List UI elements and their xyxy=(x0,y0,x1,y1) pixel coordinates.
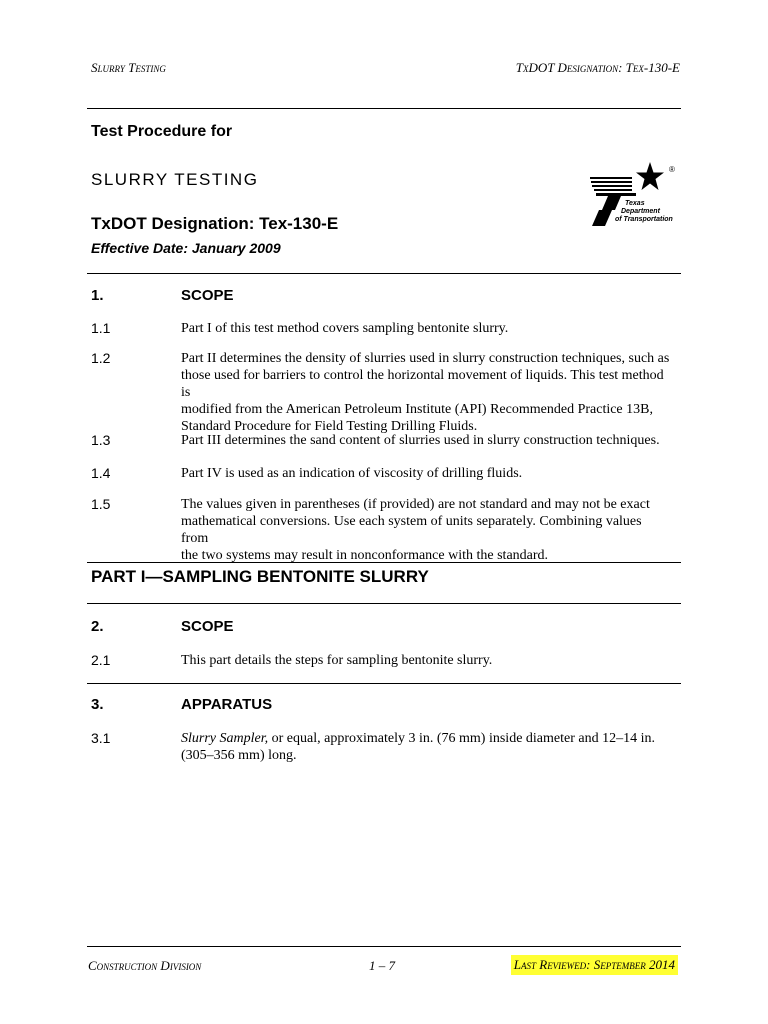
running-header-left: Slurry Testing xyxy=(91,60,166,75)
item-1-2-number: 1.2 xyxy=(91,350,111,366)
item-1-1-number: 1.1 xyxy=(91,320,111,336)
running-header-right: TxDOT Designation: Tex-130-E xyxy=(515,60,680,75)
effective-date: Effective Date: January 2009 xyxy=(91,240,281,256)
footer-left: Construction Division xyxy=(88,958,202,973)
txdot-logo xyxy=(586,160,678,230)
section-2-heading: SCOPE xyxy=(181,618,234,635)
item-1-2-text: Part II determines the density of slurries used in slurry construction techniques, such as those used for barriers to control the horizontal movement of liquids. This test method is modified from the American Petroleum Institute (API) Recommended Practice 13B, Standard Procedure for Field Testing Drilling Fluids. xyxy=(181,351,670,434)
item-1-4-text: Part IV is used as an indication of viscosity of drilling fluids. xyxy=(181,466,523,481)
part-1-heading: PART I—SAMPLING BENTONITE SLURRY xyxy=(91,567,429,586)
section-3-number: 3. xyxy=(91,696,104,713)
title-rule xyxy=(87,273,681,274)
footer-rule xyxy=(87,946,681,947)
item-3-1-number: 3.1 xyxy=(91,730,111,746)
section-3-rule xyxy=(87,683,681,684)
page-title: SLURRY TESTING xyxy=(91,170,259,189)
last-reviewed-badge: Last Reviewed: September 2014 xyxy=(511,955,678,975)
registered-mark: ® xyxy=(669,165,675,174)
part-1-top-rule xyxy=(87,562,681,563)
item-1-5-number: 1.5 xyxy=(91,496,111,512)
section-1-heading: SCOPE xyxy=(181,287,234,304)
item-1-3-number: 1.3 xyxy=(91,432,111,448)
section-3-heading: APPARATUS xyxy=(181,696,273,713)
designation-title: TxDOT Designation: Tex-130-E xyxy=(91,214,339,233)
page-number: 1 – 7 xyxy=(369,958,395,973)
item-2-1-text: This part details the steps for sampling bentonite slurry. xyxy=(181,653,493,668)
header-rule xyxy=(87,108,681,109)
item-1-5-text: The values given in parentheses (if provided) are not standard and may not be exact mathematical conversions. Use each system of units separately. Combining values from the two systems may result in nonconformance with the standard. xyxy=(181,497,650,563)
item-1-1-text: Part I of this test method covers sampling bentonite slurry. xyxy=(181,321,509,336)
logo-text: Texas Department of Transportation xyxy=(615,200,673,223)
item-2-1-number: 2.1 xyxy=(91,652,111,668)
item-1-3-text: Part III determines the sand content of slurries used in slurry construction techniques. xyxy=(181,433,660,448)
part-1-bottom-rule xyxy=(87,603,681,604)
term-slurry-sampler: Slurry Sampler, xyxy=(181,731,269,746)
title-prefix: Test Procedure for xyxy=(91,123,233,140)
section-1-number: 1. xyxy=(91,287,104,304)
item-1-4-number: 1.4 xyxy=(91,465,111,481)
item-3-1-text: Slurry Sampler, or equal, approximately 3 in. (76 mm) inside diameter and 12–14 in. (305–356 mm) long. xyxy=(181,731,655,763)
section-2-number: 2. xyxy=(91,618,104,635)
